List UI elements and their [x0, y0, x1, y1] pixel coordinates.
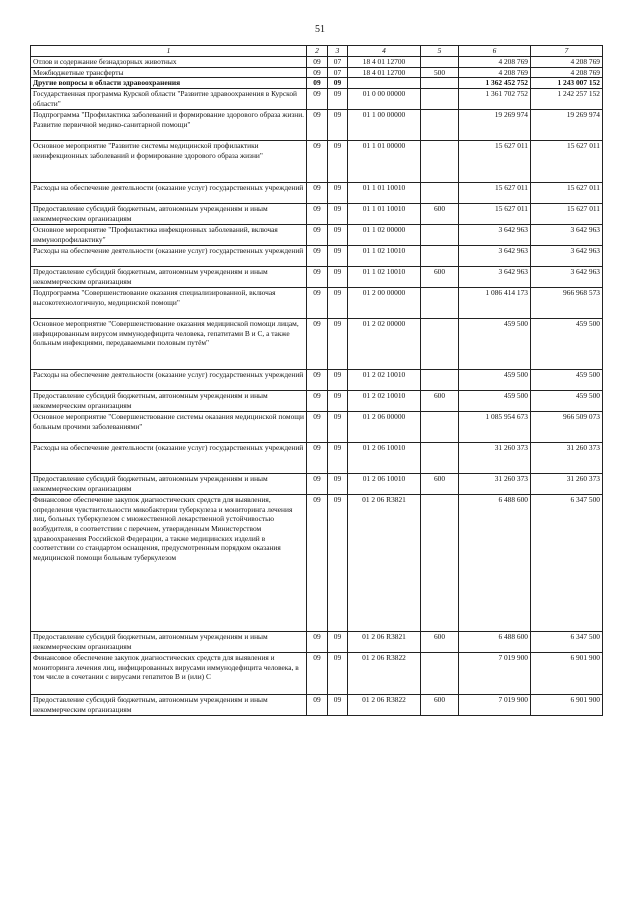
table-row	[31, 267, 603, 288]
cell-vr	[421, 141, 459, 183]
table-row	[31, 632, 603, 653]
cell-name: Отлов и содержание безнадзорных животных	[31, 57, 307, 68]
cell-csr: 18 4 01 12700	[348, 67, 421, 78]
cell-name: Основное мероприятие "Совершенствование системы оказания медицинской помощи больным прочими заболеваниями"	[31, 412, 307, 443]
cell-pr: 09	[328, 110, 348, 141]
cell-rz: 09	[307, 110, 328, 141]
cell-csr: 01 1 02 10010	[348, 267, 421, 288]
cell-sum-2: 31 260 373	[531, 443, 603, 474]
cell-csr: 01 2 06 R3821	[348, 495, 421, 632]
cell-sum-2: 15 627 011	[531, 183, 603, 204]
cell-name: Расходы на обеспечение деятельности (оказание услуг) государственных учреждений	[31, 246, 307, 267]
cell-csr: 01 1 02 10010	[348, 246, 421, 267]
table-row	[31, 319, 603, 370]
cell-sum-2: 6 347 500	[531, 632, 603, 653]
cell-pr: 09	[328, 78, 348, 89]
cell-rz: 09	[307, 632, 328, 653]
cell-csr: 01 2 06 10010	[348, 474, 421, 495]
header-name: 1	[31, 46, 307, 57]
table-row	[31, 225, 603, 246]
cell-rz: 09	[307, 78, 328, 89]
cell-sum-1: 459 500	[459, 391, 531, 412]
table-row	[31, 370, 603, 391]
cell-name: Подпрограмма "Профилактика заболеваний и формирование здорового образа жизни. Развитие первичной медико-санитарной помощи"	[31, 110, 307, 141]
cell-sum-2: 4 208 769	[531, 57, 603, 68]
table-row	[31, 204, 603, 225]
cell-rz: 09	[307, 443, 328, 474]
cell-name: Расходы на обеспечение деятельности (оказание услуг) государственных учреждений	[31, 370, 307, 391]
cell-rz: 09	[307, 495, 328, 632]
cell-pr: 09	[328, 412, 348, 443]
cell-name: Расходы на обеспечение деятельности (оказание услуг) государственных учреждений	[31, 183, 307, 204]
table-body	[31, 57, 603, 716]
cell-vr: 600	[421, 391, 459, 412]
cell-name: Предоставление субсидий бюджетным, автономным учреждениям и иным некоммерческим организациям	[31, 632, 307, 653]
cell-rz: 09	[307, 57, 328, 68]
cell-csr: 01 1 01 10010	[348, 204, 421, 225]
cell-csr: 18 4 01 12700	[348, 57, 421, 68]
cell-pr: 09	[328, 443, 348, 474]
table-row	[31, 110, 603, 141]
cell-csr: 01 1 00 00000	[348, 110, 421, 141]
cell-sum-1: 3 642 963	[459, 246, 531, 267]
cell-name: Финансовое обеспечение закупок диагностических средств для выявления и мониторинга лечения лиц, инфицированных вирусами иммунодефицита человека, в том числе в сочетании с вирусами гепатитов В и (или) С	[31, 653, 307, 695]
cell-sum-1: 3 642 963	[459, 267, 531, 288]
header-rz: 2	[307, 46, 328, 57]
cell-vr	[421, 110, 459, 141]
cell-sum-2: 3 642 963	[531, 267, 603, 288]
cell-name: Межбюджетные трансферты	[31, 67, 307, 78]
budget-table	[30, 45, 603, 716]
cell-name: Предоставление субсидий бюджетным, автономным учреждениям и иным некоммерческим организациям	[31, 267, 307, 288]
cell-pr: 09	[328, 246, 348, 267]
cell-sum-1: 4 208 769	[459, 67, 531, 78]
cell-vr	[421, 78, 459, 89]
cell-vr	[421, 57, 459, 68]
cell-sum-1: 19 269 974	[459, 110, 531, 141]
cell-sum-1: 7 019 900	[459, 695, 531, 716]
cell-name: Государственная программа Курской области "Развитие здравоохранения в Курской области"	[31, 89, 307, 110]
table-row	[31, 246, 603, 267]
cell-rz: 09	[307, 246, 328, 267]
cell-name: Предоставление субсидий бюджетным, автономным учреждениям и иным некоммерческим организациям	[31, 474, 307, 495]
table-row	[31, 78, 603, 89]
cell-rz: 09	[307, 474, 328, 495]
cell-csr: 01 1 01 10010	[348, 183, 421, 204]
header-pr: 3	[328, 46, 348, 57]
cell-rz: 09	[307, 319, 328, 370]
cell-csr: 01 2 06 00000	[348, 412, 421, 443]
cell-sum-1: 1 361 702 752	[459, 89, 531, 110]
table-row	[31, 412, 603, 443]
cell-sum-1: 459 500	[459, 319, 531, 370]
cell-name: Основное мероприятие "Профилактика инфекционных заболеваний, включая иммунопрофилактику"	[31, 225, 307, 246]
cell-name: Предоставление субсидий бюджетным, автономным учреждениям и иным некоммерческим организациям	[31, 204, 307, 225]
cell-sum-2: 1 243 007 152	[531, 78, 603, 89]
cell-csr: 01 2 02 10010	[348, 391, 421, 412]
cell-pr: 09	[328, 183, 348, 204]
cell-vr	[421, 443, 459, 474]
cell-sum-1: 15 627 011	[459, 204, 531, 225]
cell-csr: 01 2 06 R3822	[348, 695, 421, 716]
cell-vr	[421, 319, 459, 370]
cell-pr: 09	[328, 474, 348, 495]
table-header-row	[31, 46, 603, 57]
cell-sum-2: 6 347 500	[531, 495, 603, 632]
table-row	[31, 89, 603, 110]
cell-pr: 09	[328, 267, 348, 288]
page-number: 51	[315, 24, 325, 35]
cell-sum-2: 4 208 769	[531, 67, 603, 78]
cell-sum-2: 15 627 011	[531, 141, 603, 183]
cell-vr	[421, 89, 459, 110]
cell-vr: 600	[421, 632, 459, 653]
cell-name: Основное мероприятие "Развитие системы медицинской профилактики неинфекционных заболеваний и формирование здорового образа жизни"	[31, 141, 307, 183]
cell-sum-1: 7 019 900	[459, 653, 531, 695]
table-row	[31, 67, 603, 78]
cell-vr: 600	[421, 474, 459, 495]
cell-sum-1: 31 260 373	[459, 443, 531, 474]
cell-rz: 09	[307, 89, 328, 110]
cell-sum-1: 1 085 954 673	[459, 412, 531, 443]
cell-sum-2: 19 269 974	[531, 110, 603, 141]
cell-pr: 09	[328, 370, 348, 391]
cell-vr	[421, 288, 459, 319]
header-sum-2: 7	[531, 46, 603, 57]
cell-rz: 09	[307, 141, 328, 183]
cell-csr: 01 2 06 R3821	[348, 632, 421, 653]
cell-csr: 01 2 02 10010	[348, 370, 421, 391]
cell-sum-2: 6 901 900	[531, 695, 603, 716]
cell-sum-1: 6 488 600	[459, 632, 531, 653]
cell-sum-1: 15 627 011	[459, 141, 531, 183]
table-row	[31, 141, 603, 183]
cell-rz: 09	[307, 370, 328, 391]
cell-pr: 09	[328, 653, 348, 695]
cell-name: Подпрограмма "Совершенствование оказания специализированной, включая высокотехнологичную, медицинской помощи"	[31, 288, 307, 319]
cell-sum-2: 459 500	[531, 319, 603, 370]
cell-rz: 09	[307, 67, 328, 78]
cell-vr: 600	[421, 267, 459, 288]
cell-sum-1: 459 500	[459, 370, 531, 391]
cell-pr: 09	[328, 204, 348, 225]
cell-sum-2: 966 968 573	[531, 288, 603, 319]
table-row	[31, 474, 603, 495]
cell-csr: 01 2 02 00000	[348, 319, 421, 370]
cell-sum-1: 6 488 600	[459, 495, 531, 632]
cell-name: Предоставление субсидий бюджетным, автономным учреждениям и иным некоммерческим организациям	[31, 695, 307, 716]
cell-vr	[421, 183, 459, 204]
header-sum-1: 6	[459, 46, 531, 57]
cell-rz: 09	[307, 695, 328, 716]
cell-sum-2: 966 509 073	[531, 412, 603, 443]
cell-vr	[421, 495, 459, 632]
cell-pr: 09	[328, 632, 348, 653]
cell-pr: 09	[328, 288, 348, 319]
cell-pr: 09	[328, 495, 348, 632]
cell-vr: 600	[421, 204, 459, 225]
table-row	[31, 57, 603, 68]
cell-pr: 09	[328, 695, 348, 716]
cell-sum-2: 3 642 963	[531, 246, 603, 267]
cell-sum-2: 459 500	[531, 370, 603, 391]
table-row	[31, 183, 603, 204]
cell-csr: 01 2 06 10010	[348, 443, 421, 474]
cell-pr: 07	[328, 67, 348, 78]
cell-csr	[348, 78, 421, 89]
cell-csr: 01 2 06 R3822	[348, 653, 421, 695]
cell-rz: 09	[307, 653, 328, 695]
cell-rz: 09	[307, 204, 328, 225]
cell-vr	[421, 653, 459, 695]
cell-sum-1: 15 627 011	[459, 183, 531, 204]
cell-name: Расходы на обеспечение деятельности (оказание услуг) государственных учреждений	[31, 443, 307, 474]
cell-vr	[421, 370, 459, 391]
cell-vr: 500	[421, 67, 459, 78]
cell-pr: 09	[328, 319, 348, 370]
header-csr: 4	[348, 46, 421, 57]
cell-csr: 01 0 00 00000	[348, 89, 421, 110]
cell-sum-2: 1 242 257 152	[531, 89, 603, 110]
cell-csr: 01 1 01 00000	[348, 141, 421, 183]
cell-sum-1: 1 362 452 752	[459, 78, 531, 89]
cell-vr	[421, 412, 459, 443]
cell-sum-1: 3 642 963	[459, 225, 531, 246]
table-row	[31, 391, 603, 412]
cell-sum-2: 459 500	[531, 391, 603, 412]
cell-pr: 09	[328, 225, 348, 246]
cell-rz: 09	[307, 267, 328, 288]
cell-rz: 09	[307, 288, 328, 319]
cell-csr: 01 1 02 00000	[348, 225, 421, 246]
cell-sum-2: 31 260 373	[531, 474, 603, 495]
cell-vr	[421, 225, 459, 246]
table-row	[31, 288, 603, 319]
table-row	[31, 695, 603, 716]
cell-name: Другие вопросы в области здравоохранения	[31, 78, 307, 89]
cell-pr: 09	[328, 391, 348, 412]
cell-csr: 01 2 00 00000	[348, 288, 421, 319]
table-row	[31, 495, 603, 632]
cell-rz: 09	[307, 183, 328, 204]
table-row	[31, 443, 603, 474]
cell-rz: 09	[307, 225, 328, 246]
cell-name: Финансовое обеспечение закупок диагностических средств для выявления, определения чувствительности микобактерии туберкулеза и мониторинга лечения лиц, больных туберкулезом с множественной лекарственной устойчивостью возбудителя, в соответствии с перечнем, утвержденным Министерством здравоохранения Российской Федерации, а также медицинских изделий в соответствии со стандартом оснащения, предусмотренным порядком оказания медицинской помощи больным туберкулезом	[31, 495, 307, 632]
cell-sum-2: 3 642 963	[531, 225, 603, 246]
cell-sum-1: 1 086 414 173	[459, 288, 531, 319]
cell-name: Предоставление субсидий бюджетным, автономным учреждениям и иным некоммерческим организациям	[31, 391, 307, 412]
cell-name: Основное мероприятие "Совершенствование оказания медицинской помощи лицам, инфицированным вирусом иммунодефицита человека, гепатитами В и С, а также больным инфекциями, передаваемыми половым путём"	[31, 319, 307, 370]
cell-vr	[421, 246, 459, 267]
cell-sum-1: 4 208 769	[459, 57, 531, 68]
table-row	[31, 653, 603, 695]
cell-sum-2: 15 627 011	[531, 204, 603, 225]
cell-sum-2: 6 901 900	[531, 653, 603, 695]
cell-vr: 600	[421, 695, 459, 716]
cell-rz: 09	[307, 412, 328, 443]
cell-pr: 07	[328, 57, 348, 68]
cell-sum-1: 31 260 373	[459, 474, 531, 495]
header-vr: 5	[421, 46, 459, 57]
cell-rz: 09	[307, 391, 328, 412]
cell-pr: 09	[328, 89, 348, 110]
cell-pr: 09	[328, 141, 348, 183]
